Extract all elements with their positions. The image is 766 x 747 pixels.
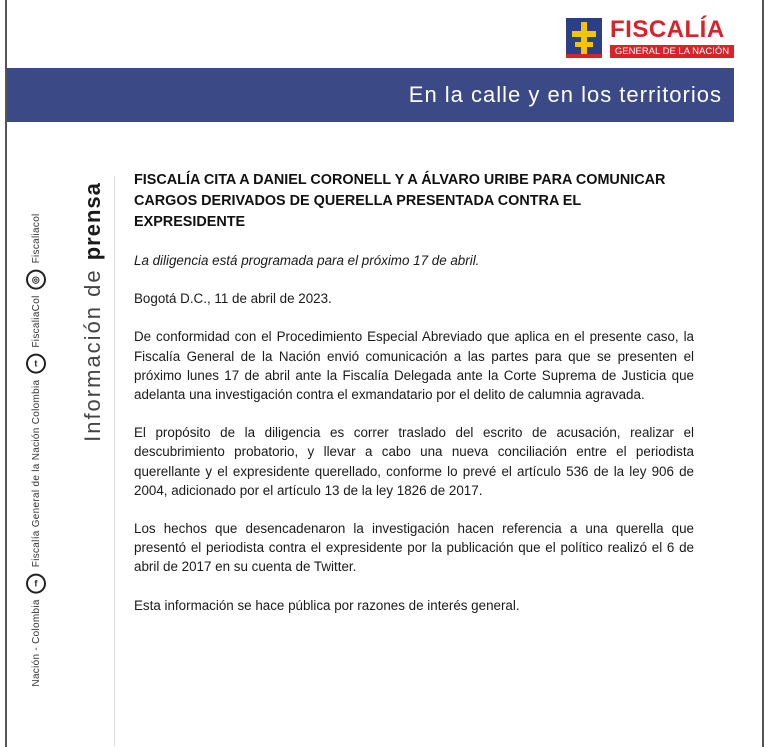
twitter-icon[interactable]: t [26, 354, 46, 374]
fiscalia-logo [566, 16, 736, 60]
section-heading-bold: prensa [80, 182, 105, 261]
section-heading-light: Información de [80, 260, 105, 442]
article-headline: FISCALÍA CITA A DANIEL CORONELL Y A ÁLVARO URIBE PARA COMUNICAR CARGOS DERIVADOS DE QUERELLA PRESENTADA CONTRA EL EXPRESIDENTE [134, 172, 666, 230]
article-subtitle: La diligencia está programada para el próximo 17 de abril. [134, 253, 480, 268]
logo-title: FISCALÍA [610, 16, 725, 43]
article-paragraph: El propósito de la diligencia es correr traslado del escrito de acusación, realizar el descubrimiento probatorio, y llevar a cabo una nueva conciliación entre el periodista querellante y el expresidente querellado, conforme lo prevé el artículo 536 de la ley 906 de 2004, adicionado por el artículo 13 de la ley 1826 de 2017. [134, 425, 694, 498]
coat-of-arms-icon [566, 18, 602, 58]
article-paragraph: Los hechos que desencadenaron la investigación hacen referencia a una querella que presentó el periodista contra el expresidente por la publicación que el político realizó el 6 de abril de 2017 en su cuenta de Twitter. [134, 521, 694, 575]
header-banner [7, 68, 734, 122]
section-heading [80, 182, 106, 442]
footer-text: Nación - Colombia [30, 599, 42, 687]
logo-subtitle: GENERAL DE LA NACIÓN [610, 45, 734, 58]
social-strip [26, 213, 46, 686]
article-dateline: Bogotá D.C., 11 de abril de 2023. [134, 291, 332, 307]
article-paragraph: De conformidad con el Procedimiento Especial Abreviado que aplica en el presente caso, la Fiscalía General de la Nación envió comunicación a las partes para que se presenten el próximo lunes 17 de abril ante la Fiscalía Delegada ante la Corte Suprema de Justicia que adelanta una investigación contra el exmandatario por el delito de calumnia agravada. [134, 329, 694, 403]
instagram-handle[interactable]: Fiscaliacol [30, 213, 42, 264]
page-border-right [762, 0, 764, 747]
instagram-icon[interactable]: ◎ [26, 269, 46, 289]
facebook-icon[interactable]: f [26, 573, 46, 593]
article-paragraph: Esta información se hace pública por razones de interés general. [134, 597, 520, 613]
facebook-handle[interactable]: Fiscalía General de la Nación Colombia [30, 379, 42, 568]
press-release [134, 170, 694, 634]
banner-slogan: En la calle y en los territorios [408, 82, 722, 107]
sidebar-divider [114, 176, 115, 746]
twitter-handle[interactable]: FiscaliaCol [30, 295, 42, 348]
